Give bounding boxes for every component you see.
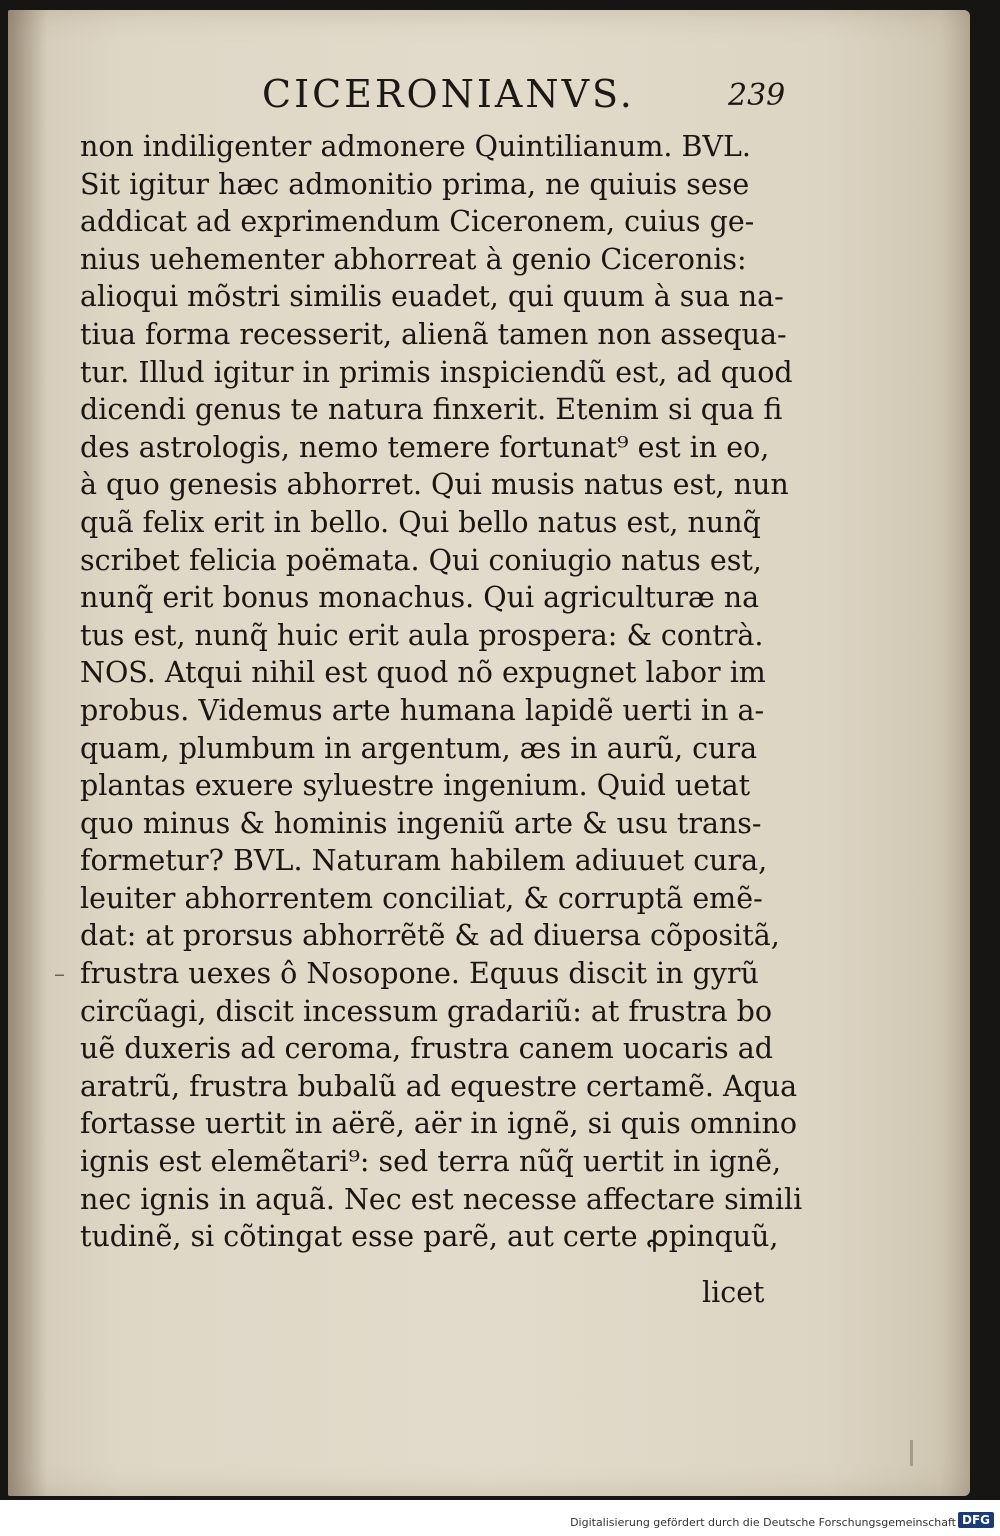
text-line: dicendi genus te natura finxerit. Etenim si qua fi — [80, 393, 783, 427]
text-line: leuiter abhorrentem conciliat, & corruptã emẽ- — [80, 881, 763, 915]
text-line: quo minus & hominis ingeniũ arte & usu trans- — [80, 806, 762, 840]
text-line: quã felix erit in bello. Qui bello natus est, nunq̃ — [80, 505, 761, 539]
text-line: fortasse uertit in aërẽ, aër in ignẽ, si quis omnino — [80, 1107, 798, 1141]
text-line: tudinẽ, si cõtingat esse parẽ, aut certe ꝓpinquũ, — [80, 1220, 779, 1254]
catchword: licet — [702, 1276, 765, 1309]
text-line: ignis est elemẽtari⁹: sed terra nũq̃ uertit in ignẽ, — [80, 1145, 782, 1179]
running-title: CICERONIANVS. — [262, 72, 635, 116]
text-line: non indiligenter admonere Quintilianum. BVL. — [80, 130, 751, 163]
funding-credit: Digitalisierung gefördert durch die Deutsche Forschungsgemeinschaft — [570, 1516, 956, 1529]
text-line: circũagi, discit incessum gradariũ: at frustra bo — [80, 994, 773, 1028]
text-line: tus est, nunq̃ huic erit aula prospera: & contrà. — [80, 618, 764, 652]
text-line: scribet felicia poëmata. Qui coniugio natus est, — [80, 543, 762, 577]
dfg-logo: DFG — [958, 1512, 994, 1528]
text-line: frustra uexes ô Nosopone. Equus discit in gyrũ — [80, 957, 759, 991]
text-line: nius uehementer abhorreat à genio Ciceronis: — [80, 242, 747, 276]
text-line: Sit igitur hæc admonitio prima, ne quiuis sese — [80, 167, 750, 201]
text-line: tiua forma recesserit, alienã tamen non assequa- — [80, 317, 787, 351]
page-gutter-shadow — [8, 10, 48, 1496]
margin-dash-mark: – — [54, 962, 65, 987]
text-line: aratrũ, frustra bubalũ ad equestre certamẽ. Aqua — [80, 1069, 798, 1103]
text-line: formetur? BVL. Naturam habilem adiuuet cura, — [80, 844, 768, 878]
text-line: NOS. Atqui nihil est quod nõ expugnet labor im — [80, 656, 766, 690]
text-line: plantas exuere syluestre ingenium. Quid uetat — [80, 769, 751, 803]
body-text — [80, 128, 803, 1256]
text-line: quam, plumbum in argentum, æs in aurũ, cura — [80, 731, 758, 765]
text-line: à quo genesis abhorret. Qui musis natus est, nun — [80, 468, 789, 502]
page-number: 239 — [728, 78, 786, 113]
text-line: alioqui mõstri similis euadet, qui quum à sua na- — [80, 280, 784, 314]
text-line: probus. Videmus arte humana lapidẽ uerti in a- — [80, 693, 765, 727]
text-line: tur. Illud igitur in primis inspiciendũ est, ad quod — [80, 355, 793, 389]
text-line: dat: at prorsus abhorrẽtẽ & ad diuersa cõpositã, — [80, 919, 780, 953]
text-line: nec ignis in aquã. Nec est necesse affectare simili — [80, 1182, 803, 1216]
text-line: uẽ duxeris ad ceroma, frustra canem uocaris ad — [80, 1032, 773, 1066]
text-line: des astrologis, nemo temere fortunat⁹ est in eo, — [80, 430, 770, 464]
paper-fleck — [910, 1440, 913, 1466]
text-line: addicat ad exprimendum Ciceronem, cuius ge- — [80, 205, 755, 239]
text-line: nunq̃ erit bonus monachus. Qui agriculturæ na — [80, 581, 760, 615]
